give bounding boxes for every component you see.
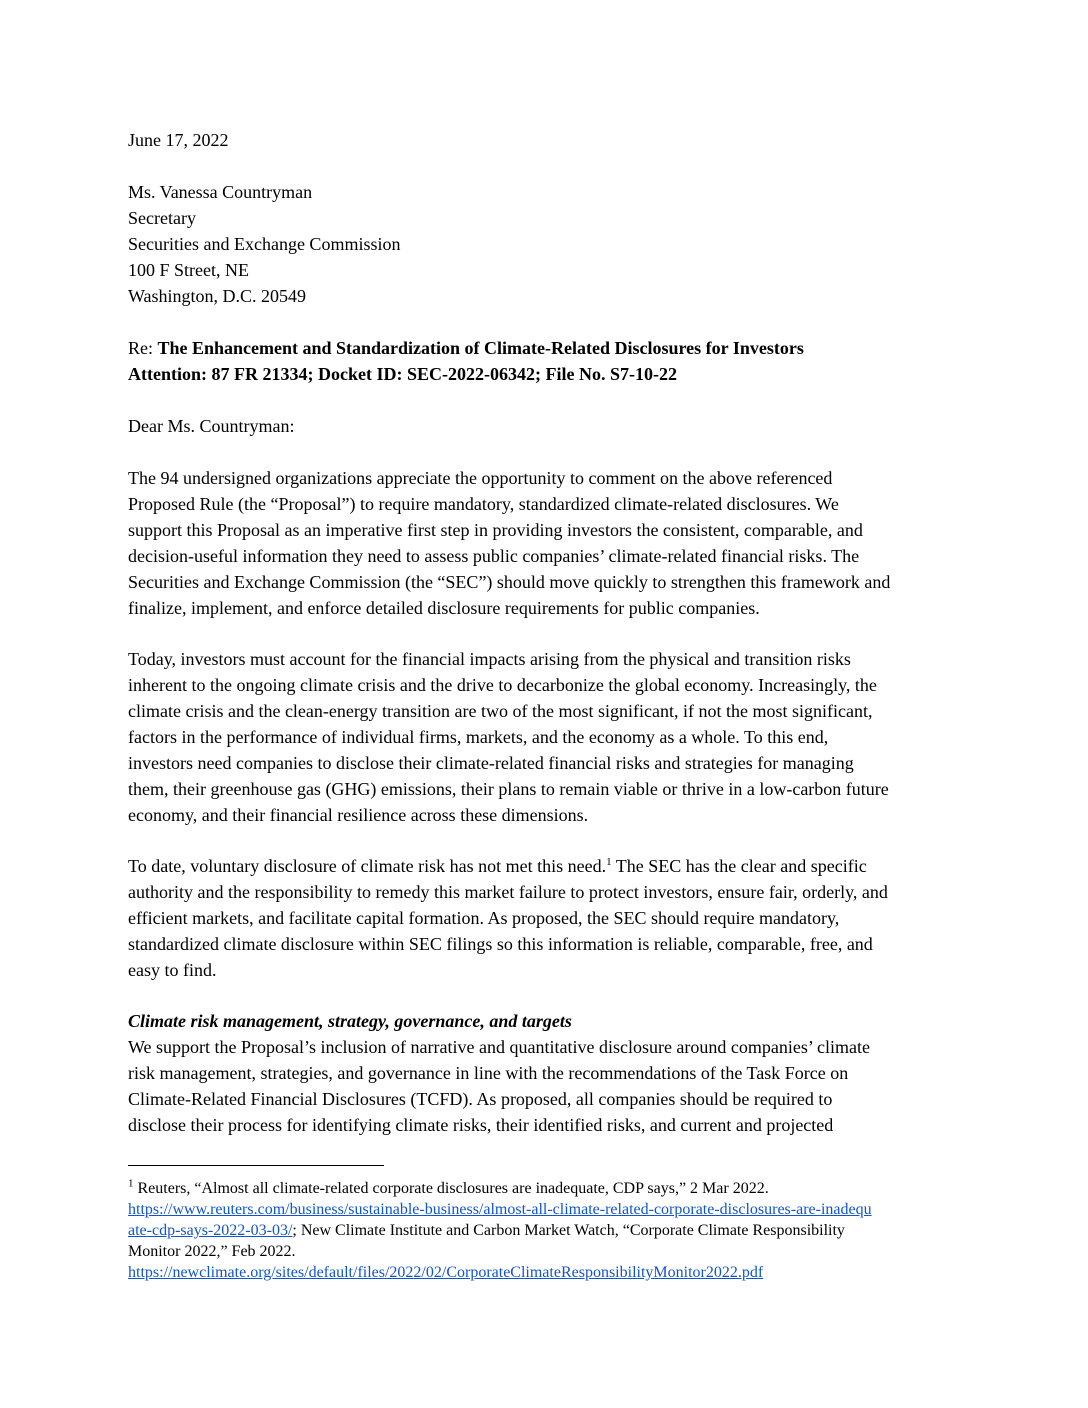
footnote-marker: 1 [128,1177,134,1190]
salutation-text: Dear Ms. Countryman: [128,416,295,436]
recipient-city: Washington, D.C. 20549 [128,286,307,306]
paragraph-3 [128,853,973,983]
footnote-text: Reuters, “Almost all climate-related corporate disclosures are inadequate, CDP says,” 2 Mar 2022. [133,1180,769,1197]
recipient-name: Ms. Vanessa Countryman [128,182,313,202]
section-climate-risk [128,1008,973,1138]
paragraph-line: Today, investors must account for the financial impacts arising from the physical and transition risks [128,649,851,669]
paragraph-line: authority and the responsibility to remedy this market failure to protect investors, ensure fair, orderly, and [128,882,888,902]
paragraph-text: To date, voluntary disclosure of climate risk has not met this need. [128,856,607,876]
reuters-link-continued[interactable]: ate-cdp-says-2022-03-03/ [128,1222,293,1239]
paragraph-2 [128,646,973,828]
paragraph-line: finalize, implement, and enforce detailed disclosure requirements for public companies. [128,598,760,618]
subject-title: The Enhancement and Standardization of Climate-Related Disclosures for Investors [157,338,804,358]
footnote-reference[interactable]: 1 [606,856,612,868]
paragraph-line: efficient markets, and facilitate capital formation. As proposed, the SEC should require mandatory, [128,908,840,928]
paragraph-line: The 94 undersigned organizations appreciate the opportunity to comment on the above referenced [128,468,833,488]
paragraph-line: Climate-Related Financial Disclosures (TCFD). As proposed, all companies should be required to [128,1089,833,1109]
paragraph-line: risk management, strategies, and governance in line with the recommendations of the Task Force on [128,1063,849,1083]
section-heading: Climate risk management, strategy, governance, and targets [128,1011,572,1031]
recipient-address [128,179,973,309]
newclimate-link[interactable]: https://newclimate.org/sites/default/files/2022/02/CorporateClimateResponsibilityMonitor2022.pdf [128,1264,764,1281]
footnote-line: Monitor 2022,” Feb 2022. [128,1243,296,1260]
paragraph-line: standardized climate disclosure within SEC filings so this information is reliable, comparable, free, and [128,934,873,954]
subject-block [128,335,973,387]
salutation [128,413,973,439]
paragraph-text: The SEC has the clear and specific [611,856,867,876]
footnote-line [128,1262,973,1283]
footnote-line [128,1199,973,1220]
footnote-separator [128,1165,384,1166]
paragraph-line: inherent to the ongoing climate crisis and the drive to decarbonize the global economy. Increasingly, the [128,675,877,695]
footnote-line [128,1178,973,1199]
paragraph-line: Proposed Rule (the “Proposal”) to require mandatory, standardized climate-related disclosures. We [128,494,839,514]
recipient-street: 100 F Street, NE [128,260,249,280]
reuters-link[interactable]: https://www.reuters.com/business/sustainable-business/almost-all-climate-related-corporate-disclosures-are-inadequ [128,1201,872,1218]
paragraph-1 [128,465,973,621]
recipient-title: Secretary [128,208,196,228]
paragraph-line: disclose their process for identifying climate risks, their identified risks, and current and projected [128,1115,834,1135]
paragraph-line: economy, and their financial resilience across these dimensions. [128,805,589,825]
paragraph-line: support this Proposal as an imperative first step in providing investors the consistent, comparable, and [128,520,863,540]
subject-line [128,335,973,361]
paragraph-line: Securities and Exchange Commission (the “SEC”) should move quickly to strengthen this framework and [128,572,891,592]
subject-attention: Attention: 87 FR 21334; Docket ID: SEC-2022-06342; File No. S7-10-22 [128,364,677,384]
paragraph-line: climate crisis and the clean-energy transition are two of the most significant, if not the most significant, [128,701,873,721]
paragraph-line: factors in the performance of individual firms, markets, and the economy as a whole. To this end, [128,727,829,747]
footnote-line [128,1220,973,1241]
footnote-text: ; New Climate Institute and Carbon Market Watch, “Corporate Climate Responsibility [292,1222,845,1239]
paragraph-line: We support the Proposal’s inclusion of narrative and quantitative disclosure around companies’ climate [128,1037,871,1057]
paragraph-line [128,853,973,879]
recipient-org: Securities and Exchange Commission [128,234,401,254]
paragraph-line: easy to find. [128,960,217,980]
date-text: June 17, 2022 [128,130,229,150]
paragraph-line: them, their greenhouse gas (GHG) emissions, their plans to remain viable or thrive in a low-carbon future [128,779,889,799]
letter-date [128,127,973,153]
paragraph-line: decision-useful information they need to assess public companies’ climate-related financial risks. The [128,546,860,566]
subject-prefix: Re: [128,338,158,358]
paragraph-line: investors need companies to disclose their climate-related financial risks and strategies for managing [128,753,854,773]
footnote-1 [128,1178,973,1283]
